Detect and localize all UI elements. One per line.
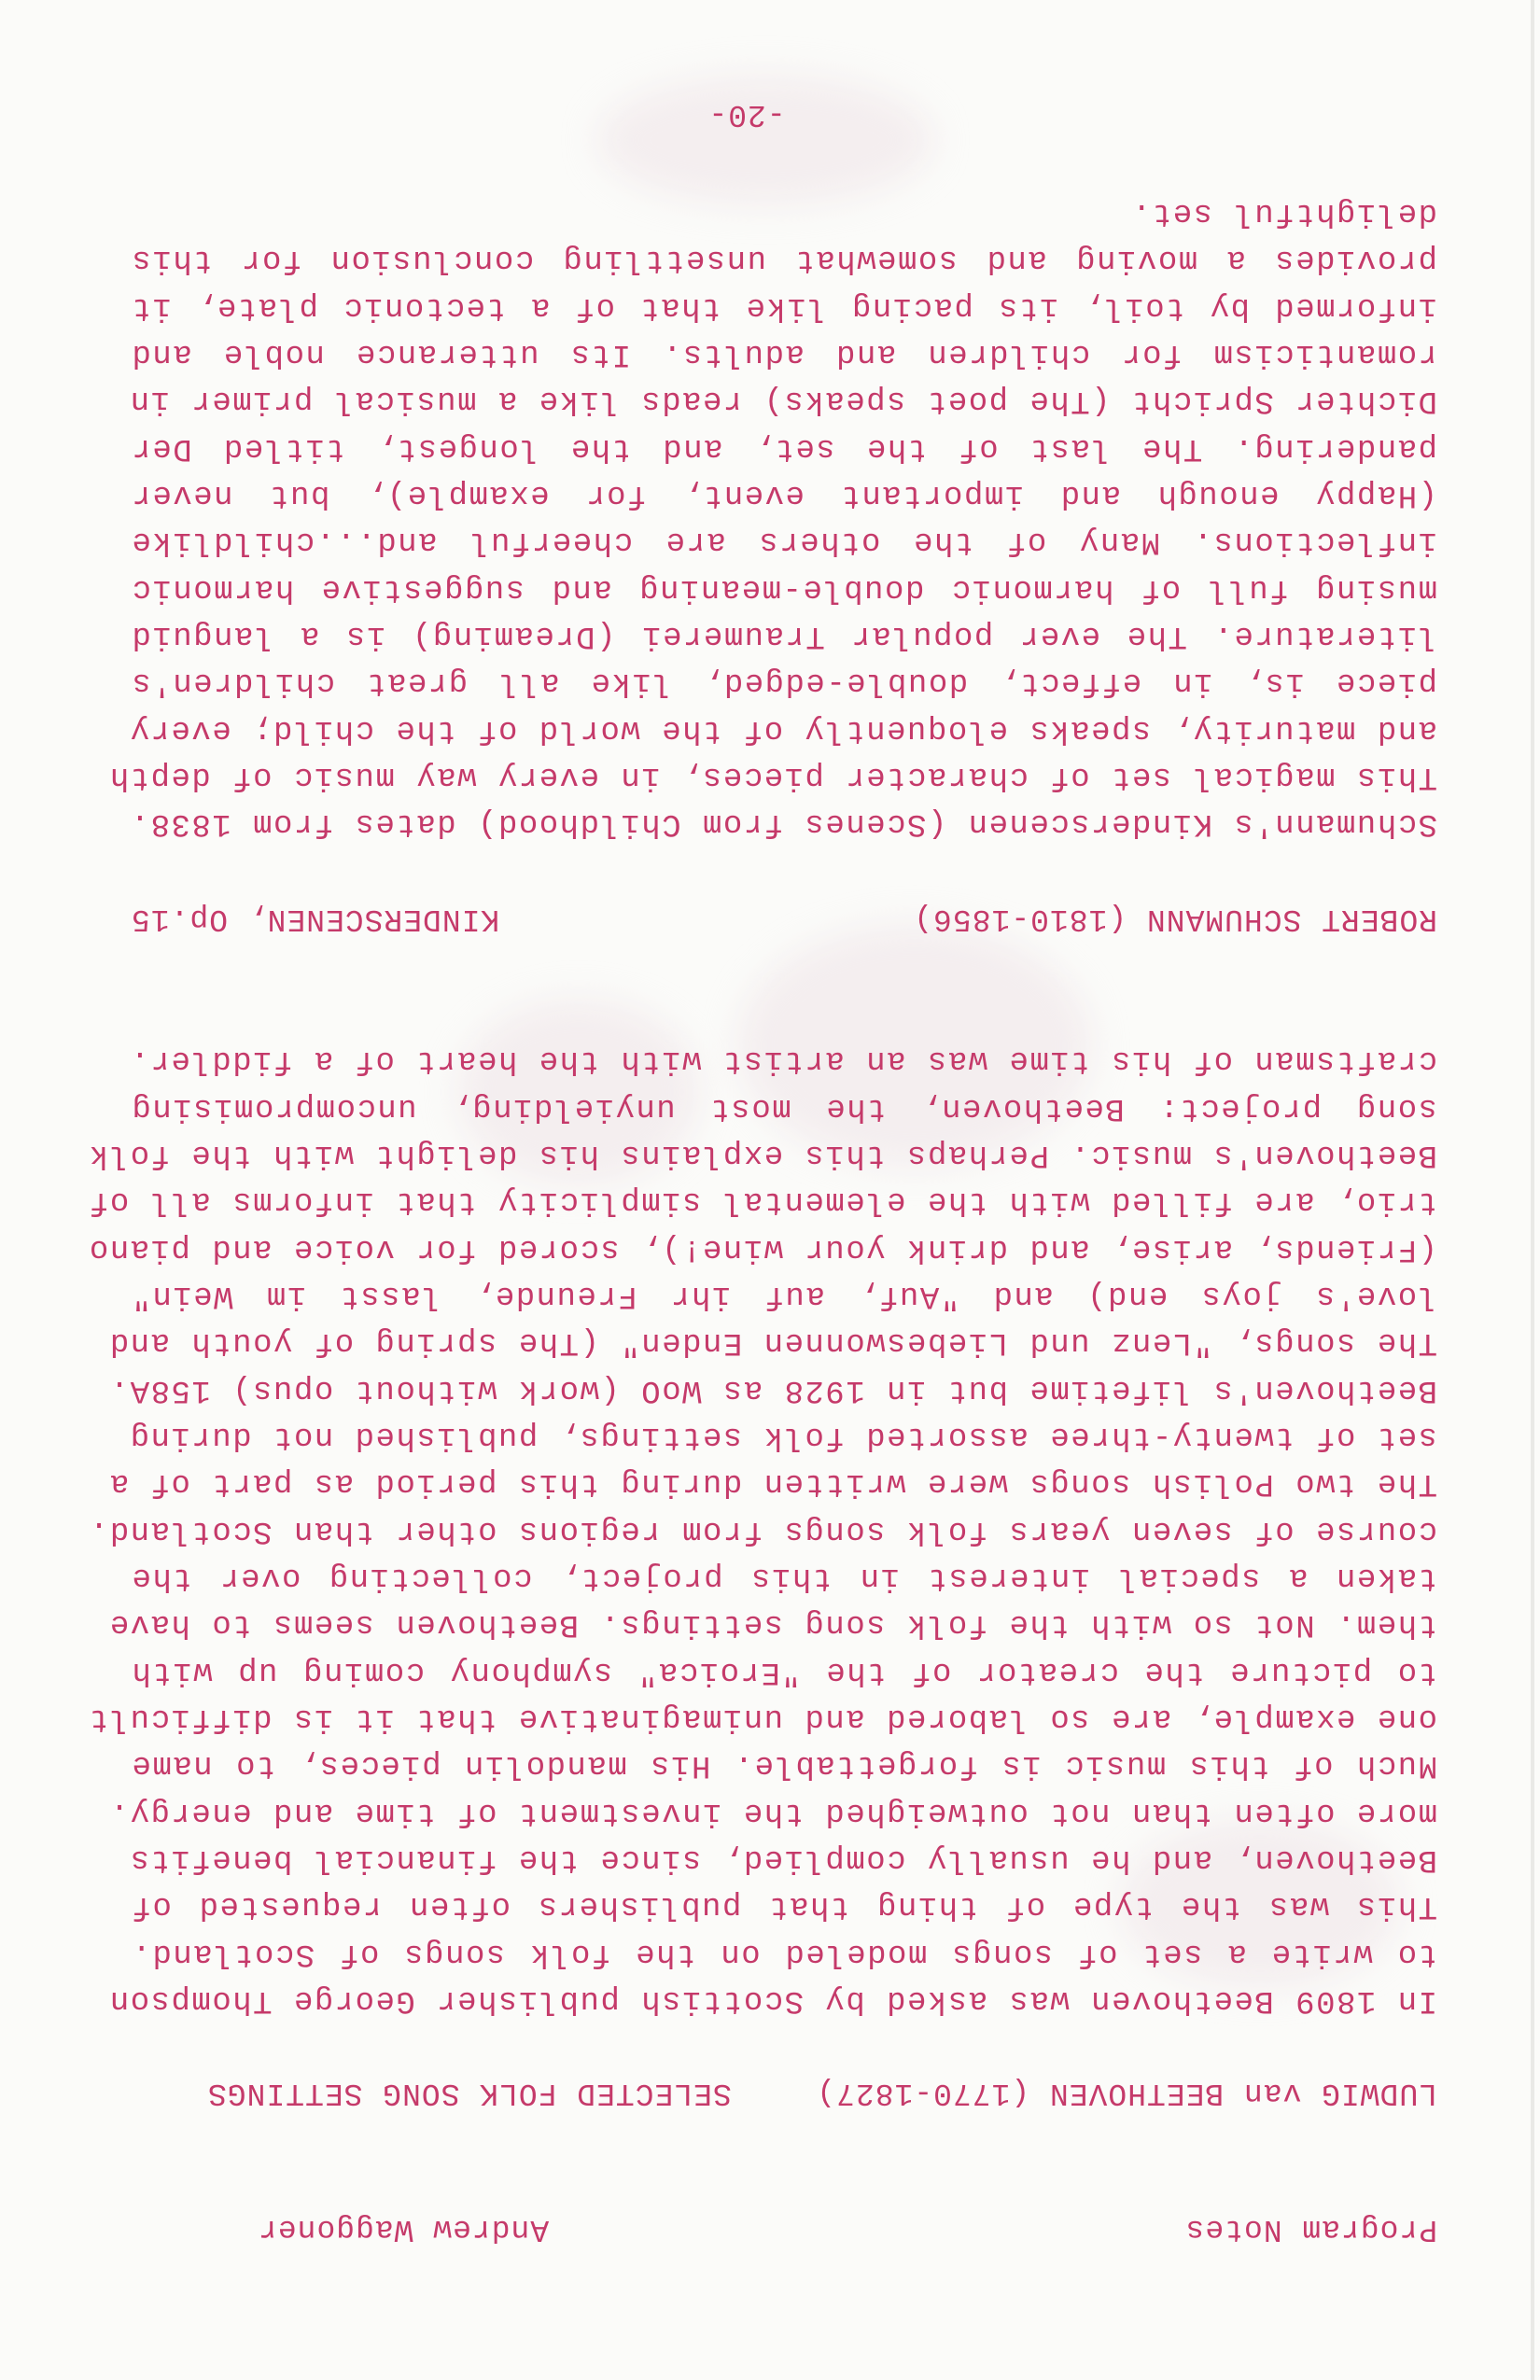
- composer-heading-beethoven: LUDWIG van BEETHOVEN (1770-1827): [816, 2076, 1437, 2110]
- text-line: craftsman of his time was an artist with the heart of a fiddler.: [129, 1043, 1437, 1078]
- text-line: informed by toil, its pacing like that of a tectonic plate, it: [131, 289, 1437, 325]
- text-line: Beethoven's music. Perhaps this explains his delight with the folk: [88, 1137, 1437, 1172]
- page-edge-shadow: [1531, 0, 1534, 2380]
- page-number: -20-: [707, 97, 786, 132]
- text-line: inflections. Many of the others are cheerful and...childlike: [131, 524, 1437, 559]
- text-line: romanticism for children and adults. Its utterance noble and: [131, 336, 1437, 371]
- text-line: musing full of harmonic double-meaning and suggestive harmonic: [131, 571, 1437, 607]
- text-line: Dichter Spricht (The poet speaks) reads like a musical primer in: [129, 383, 1437, 418]
- text-line: to write a set of songs modeled on the folk songs of Scotland.: [131, 1936, 1437, 1971]
- text-line: love's joys end) and "Auf, auf ihr Freunde, lasst im Wein": [131, 1278, 1437, 1313]
- text-line: trio, are filled with the elemental simplicity that informs all of: [88, 1183, 1437, 1219]
- text-line: Much of this music is forgettable. His mandolin pieces, to name: [131, 1747, 1437, 1783]
- work-title-kinderscenen: KINDERSCENEN, Op.15: [131, 902, 500, 936]
- text-line: Schumann's Kinderscenen (Scenes from Childhood) dates from 1838.: [129, 805, 1437, 841]
- text-line: and maturity, speaks eloquently of the world of the child; every: [129, 712, 1437, 748]
- text-line: (Friends, arise, and drink your wine!), scored for voice and piano: [88, 1231, 1437, 1267]
- text-line: them. Not so with the folk song settings. Beethoven seems to have: [108, 1606, 1437, 1642]
- paper-stain: [597, 75, 933, 205]
- text-line: The songs, "Lenz und Liebeswonnen Enden" (The spring of youth and: [108, 1324, 1437, 1360]
- text-line: This was the type of thing that publishers often requested of: [131, 1888, 1437, 1924]
- text-line: more often than not outweighed the investment of time and energy.: [108, 1795, 1437, 1830]
- text-line: set of twenty-three assorted folk settings, published not during: [129, 1419, 1437, 1454]
- composer-heading-schumann: ROBERT SCHUMANN (1810-1856): [913, 902, 1437, 936]
- text-line: piece is, in effect, double-edged, like all great children's: [131, 665, 1437, 700]
- text-line: provides a moving and somewhat unsettling conclusion for this: [131, 242, 1437, 277]
- header-author: Andrew Waggoner: [258, 2212, 550, 2247]
- text-line: The two Polish songs were written during this period as part of a: [108, 1465, 1437, 1501]
- text-line: taken a special interest in this project, collecting over the: [131, 1560, 1437, 1595]
- text-line: (Happy enough and important event, for example), but never: [131, 477, 1437, 512]
- text-line: delightful set.: [1130, 195, 1437, 231]
- text-line: Beethoven, and he usually complied, since the financial benefits: [129, 1841, 1437, 1877]
- work-title-folk-songs: SELECTED FOLK SONG SETTINGS: [207, 2076, 732, 2110]
- text-line: literature. The ever popular Traumerei (Dreaming) is a languid: [131, 618, 1437, 653]
- text-line: to picture the creator of the "Eroica" symphony coming up with: [131, 1654, 1437, 1689]
- text-line: song project: Beethoven, the most unyielding, uncompromising: [131, 1090, 1437, 1126]
- text-line: In 1809 Beethoven was asked by Scottish publisher George Thompson: [108, 1982, 1437, 2018]
- text-line: course of seven years folk songs from regions other than Scotland.: [88, 1513, 1437, 1548]
- text-line: one example, are so labored and unimaginative that it is difficult: [88, 1701, 1437, 1736]
- text-line: Beethoven's lifetime but in 1928 as WoO (work without opus) 158A.: [108, 1372, 1437, 1407]
- text-line: pandering. The last of the set, and the longest, titled Der: [131, 430, 1437, 466]
- text-line: This magical set of character pieces, in every way music of depth: [108, 759, 1437, 794]
- header-program-notes: Program Notes: [1184, 2212, 1437, 2247]
